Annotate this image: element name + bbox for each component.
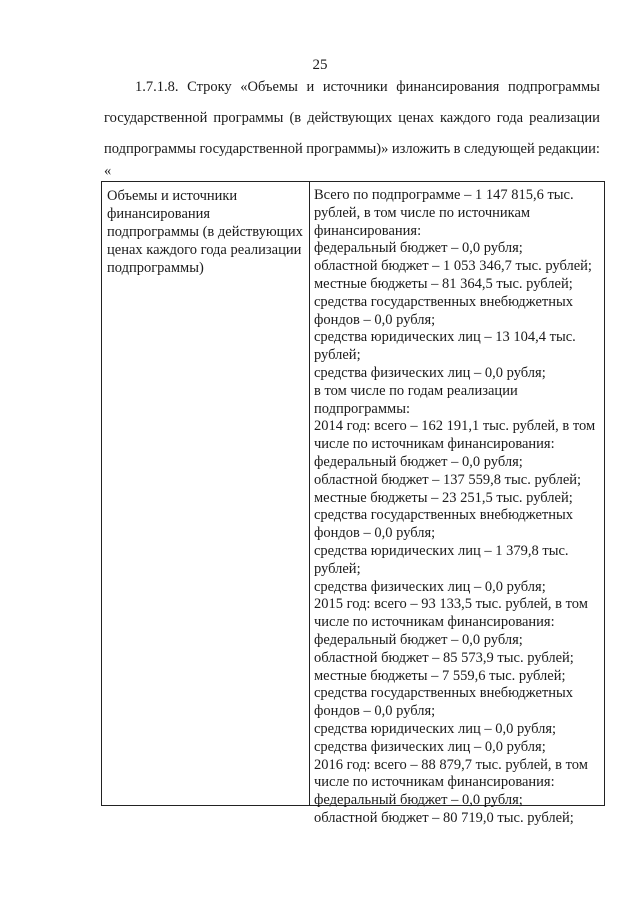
word: 1.7.1.8. — [135, 79, 179, 95]
cell-line: рублей, в том числе по источникам — [314, 204, 531, 221]
word: редакции: — [538, 141, 600, 157]
word: ценах — [398, 110, 434, 126]
cell-line: федеральный бюджет – 0,0 рубля; — [314, 792, 523, 809]
cell-line: федеральный бюджет – 0,0 рубля; — [314, 453, 523, 470]
paragraph-line — [104, 103, 600, 134]
cell-line: областной бюджет – 85 573,9 тыс. рублей; — [314, 649, 574, 666]
column-divider — [309, 182, 310, 805]
cell-line: средства государственных внебюджетных — [314, 685, 573, 702]
cell-line: подпрограммы: — [314, 400, 410, 417]
cell-line: фондов – 0,0 рубля; — [314, 703, 436, 720]
cell-line: Всего по подпрограмме – 1 147 815,6 тыс. — [314, 187, 574, 203]
cell-line: средства юридических лиц – 0,0 рубля; — [314, 720, 557, 737]
cell-line: областной бюджет – 1 053 346,7 тыс. рублей; — [314, 258, 592, 275]
table-value-cell — [314, 187, 602, 828]
cell-line: подпрограммы (в действующих — [107, 224, 303, 240]
word: (в — [289, 110, 302, 126]
cell-line: областной бюджет – 80 719,0 тыс. рублей; — [314, 809, 574, 826]
cell-line: местные бюджеты – 81 364,5 тыс. рублей; — [314, 275, 573, 292]
paragraph-line — [104, 134, 600, 165]
cell-line: средства юридических лиц – 13 104,4 тыс. — [314, 329, 576, 346]
cell-line: 2016 год: всего – 88 879,7 тыс. рублей, в том — [314, 756, 588, 773]
cell-line: местные бюджеты – 7 559,6 тыс. рублей; — [314, 667, 566, 684]
cell-line: федеральный бюджет – 0,0 рубля; — [314, 631, 523, 648]
word: и — [306, 79, 315, 95]
cell-line: средства физических лиц – 0,0 рубля; — [314, 578, 546, 595]
word: года — [496, 110, 524, 126]
cell-line: средства государственных внебюджетных — [314, 293, 573, 310]
funding-table — [101, 181, 605, 826]
cell-line: ценах каждого года реализации — [107, 242, 302, 258]
word: подпрограммы — [104, 141, 196, 157]
cell-line: 2015 год: всего – 93 133,5 тыс. рублей, в том — [314, 596, 588, 613]
cell-line: местные бюджеты – 23 251,5 тыс. рублей; — [314, 489, 573, 506]
word: «Объемы — [240, 79, 298, 95]
table-header-cell — [107, 187, 307, 277]
cell-line: средства государственных внебюджетных — [314, 507, 573, 524]
cell-line: фондов – 0,0 рубля; — [314, 525, 436, 542]
word: программы — [213, 110, 284, 126]
cell-line: областной бюджет – 137 559,8 тыс. рублей; — [314, 471, 582, 488]
cell-line: 2014 год: всего – 162 191,1 тыс. рублей, в том — [314, 418, 596, 435]
cell-line: подпрограммы) — [107, 260, 204, 276]
cell-line: рублей; — [314, 347, 361, 364]
amendment-paragraph — [104, 72, 600, 165]
cell-line: числе по источникам финансирования: — [314, 436, 555, 453]
cell-line: в том числе по годам реализации — [314, 382, 518, 399]
word: подпрограммы — [507, 79, 600, 95]
word: финансирования — [396, 79, 500, 95]
word: государственной — [199, 141, 303, 157]
cell-line: средства физических лиц – 0,0 рубля; — [314, 364, 546, 381]
word: государственной — [104, 110, 208, 126]
word: действующих — [307, 110, 393, 126]
word: Строку — [187, 79, 232, 95]
word: реализации — [529, 110, 600, 126]
word: источники — [322, 79, 388, 95]
cell-line: фондов – 0,0 рубля; — [314, 311, 436, 328]
cell-line: рублей; — [314, 560, 361, 577]
page-number: 25 — [312, 57, 328, 73]
word: программы)» — [306, 141, 389, 157]
opening-quote: « — [104, 163, 112, 179]
word: изложить — [391, 141, 451, 157]
paragraph-line — [104, 72, 600, 103]
cell-line: числе по источникам финансирования: — [314, 614, 555, 631]
cell-line: числе по источникам финансирования: — [314, 774, 555, 791]
cell-line: средства физических лиц – 0,0 рубля; — [314, 738, 546, 755]
cell-line: финансирования: — [314, 222, 422, 239]
cell-line: средства юридических лиц – 1 379,8 тыс. — [314, 542, 569, 559]
word: следующей — [464, 141, 535, 157]
word: в — [453, 141, 461, 157]
cell-line: федеральный бюджет – 0,0 рубля; — [314, 240, 523, 257]
word: каждого — [439, 110, 491, 126]
cell-line: финансирования — [107, 206, 211, 222]
cell-line: Объемы и источники — [107, 188, 238, 204]
